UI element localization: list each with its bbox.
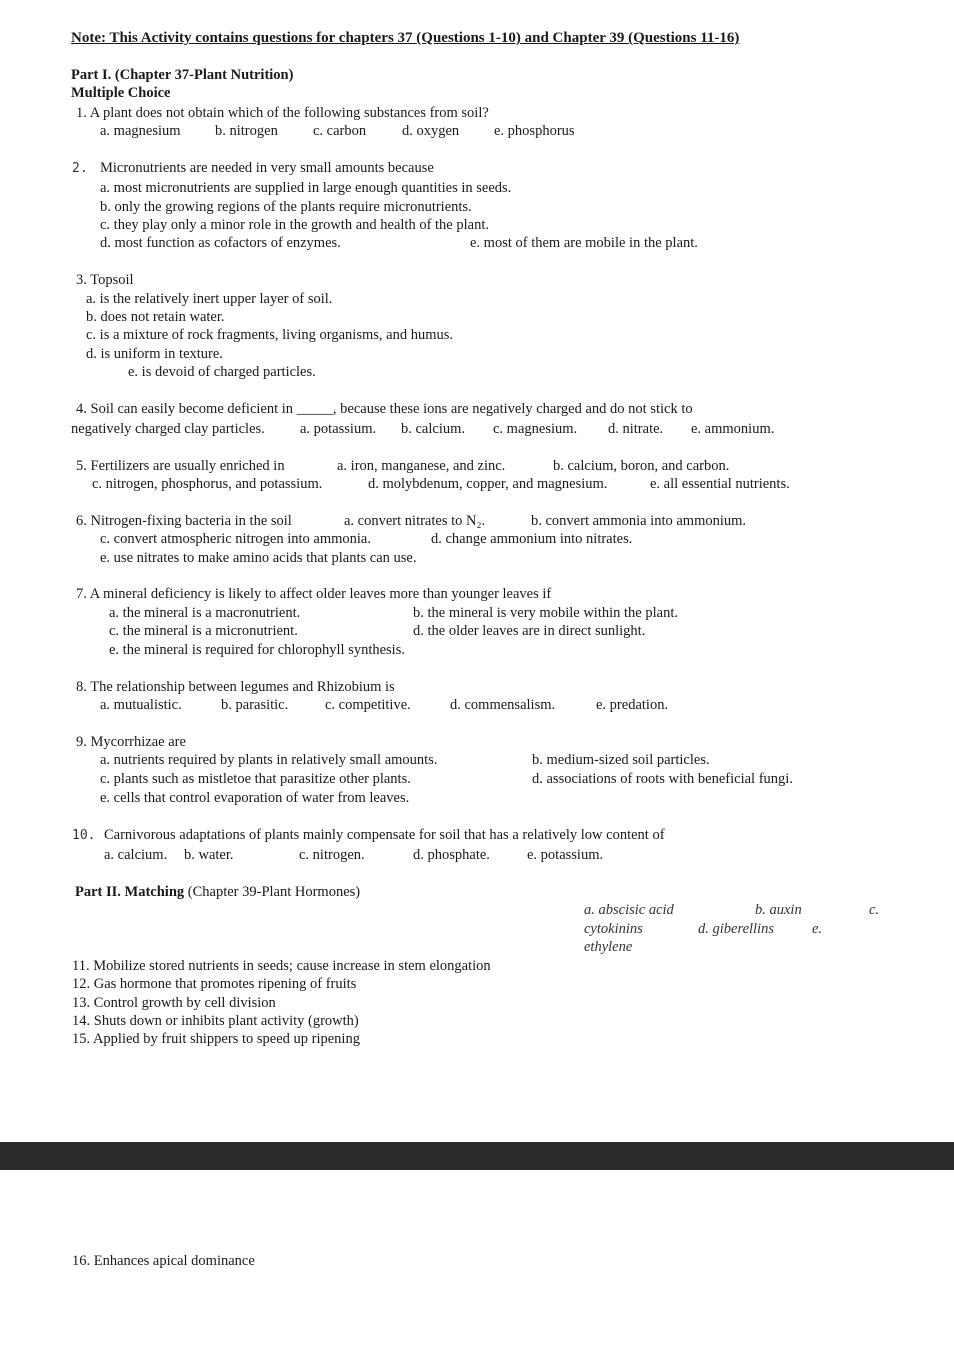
q6-option-e: e. use nitrates to make amino acids that plants can use. (100, 550, 417, 566)
q6-stem: 6. Nitrogen-fixing bacteria in the soil (76, 513, 292, 529)
q2-stem: Micronutrients are needed in very small amounts because (100, 160, 434, 176)
bank-cytokinins: cytokinins (584, 921, 643, 937)
matching-item-14: 14. Shuts down or inhibits plant activity (growth) (72, 1013, 359, 1029)
part2-chapter: (Chapter 39-Plant Hormones) (187, 884, 361, 900)
q4-option-b: b. calcium. (401, 421, 466, 437)
part1-title: Part I. (Chapter 37-Plant Nutrition) (71, 67, 294, 83)
q4-option-a: a. potassium. (300, 421, 377, 437)
q2-option-e: e. most of them are mobile in the plant. (470, 235, 698, 251)
q6-option-a: a. convert nitrates to N₂. (344, 513, 486, 529)
q6-option-b: b. convert ammonia into ammonium. (531, 513, 747, 529)
q8-option-d: d. commensalism. (450, 697, 556, 713)
bank-ethylene: ethylene (584, 939, 633, 955)
q2-option-c: c. they play only a minor role in the growth and health of the plant. (100, 217, 489, 233)
q1-option-b: b. nitrogen (215, 123, 278, 139)
q10-option-a: a. calcium. (104, 847, 168, 863)
bank-e-letter: e. (812, 921, 823, 937)
q7-option-e: e. the mineral is required for chlorophyll synthesis. (109, 642, 405, 658)
matching-item-11: 11. Mobilize stored nutrients in seeds; cause increase in stem elongation (72, 958, 491, 974)
part2-header (75, 885, 360, 900)
q8-option-b: b. parasitic. (221, 697, 289, 713)
part1-subtitle: Multiple Choice (71, 85, 171, 101)
bank-c-letter: c. (869, 902, 880, 918)
q8-stem: 8. The relationship between legumes and Rhizobium is (76, 679, 395, 695)
q9-stem: 9. Mycorrhizae are (76, 734, 186, 750)
q4-option-c: c. magnesium. (493, 421, 578, 437)
q5-stem: 5. Fertilizers are usually enriched in (76, 458, 285, 474)
q8-option-e: e. predation. (596, 697, 669, 713)
activity-note: Note: This Activity contains questions for chapters 37 (Questions 1-10) and Chapter 39 (Questions 11-16) (71, 30, 740, 46)
q9-option-b: b. medium-sized soil particles. (532, 752, 710, 768)
q5-option-a: a. iron, manganese, and zinc. (337, 458, 506, 474)
q4-stem-continued: negatively charged clay particles. (71, 421, 265, 437)
q1-option-e: e. phosphorus (494, 123, 575, 139)
q3-option-d: d. is uniform in texture. (86, 346, 223, 362)
q7-option-a: a. the mineral is a macronutrient. (109, 605, 301, 621)
q3-option-b: b. does not retain water. (86, 309, 225, 325)
q3-option-c: c. is a mixture of rock fragments, living organisms, and humus. (86, 327, 454, 343)
q1-option-c: c. carbon (313, 123, 367, 139)
q2-option-b: b. only the growing regions of the plants require micronutrients. (100, 199, 472, 215)
q5-option-d: d. molybdenum, copper, and magnesium. (368, 476, 608, 492)
q2-option-a: a. most micronutrients are supplied in large enough quantities in seeds. (100, 180, 512, 196)
q6-option-d: d. change ammonium into nitrates. (431, 531, 633, 547)
q10-option-b: b. water. (184, 847, 234, 863)
matching-item-13: 13. Control growth by cell division (72, 995, 276, 1011)
q3-option-e: e. is devoid of charged particles. (128, 364, 316, 380)
q10-option-c: c. nitrogen. (299, 847, 365, 863)
q7-stem: 7. A mineral deficiency is likely to affect older leaves more than younger leaves if (76, 586, 552, 602)
q4-option-e: e. ammonium. (691, 421, 775, 437)
part2-title: Part II. Matching (75, 884, 185, 900)
q10-number: 10. (72, 828, 96, 843)
q7-option-d: d. the older leaves are in direct sunlight. (413, 623, 646, 639)
q5-option-b: b. calcium, boron, and carbon. (553, 458, 730, 474)
q5-option-e: e. all essential nutrients. (650, 476, 790, 492)
matching-item-16: 16. Enhances apical dominance (72, 1253, 255, 1269)
q2-option-d: d. most function as cofactors of enzymes. (100, 235, 341, 251)
q4-option-d: d. nitrate. (608, 421, 664, 437)
q1-stem: 1. A plant does not obtain which of the following substances from soil? (76, 105, 489, 121)
q9-option-a: a. nutrients required by plants in relatively small amounts. (100, 752, 438, 768)
page-break-bar (0, 1142, 954, 1170)
bank-giberellins: d. giberellins (698, 921, 774, 937)
matching-item-12: 12. Gas hormone that promotes ripening of fruits (72, 976, 357, 992)
q7-option-b: b. the mineral is very mobile within the plant. (413, 605, 678, 621)
q8-option-c: c. competitive. (325, 697, 411, 713)
q1-option-a: a. magnesium (100, 123, 181, 139)
q9-option-d: d. associations of roots with beneficial fungi. (532, 771, 793, 787)
q6-option-c: c. convert atmospheric nitrogen into ammonia. (100, 531, 371, 547)
q4-stem: 4. Soil can easily become deficient in _____, because these ions are negatively charged and do not stick to (76, 401, 693, 417)
matching-item-15: 15. Applied by fruit shippers to speed up ripening (72, 1031, 360, 1047)
bank-abscisic-acid: a. abscisic acid (584, 902, 674, 918)
q7-option-c: c. the mineral is a micronutrient. (109, 623, 298, 639)
q9-option-c: c. plants such as mistletoe that parasitize other plants. (100, 771, 411, 787)
q9-option-e: e. cells that control evaporation of water from leaves. (100, 790, 410, 806)
q1-option-d: d. oxygen (402, 123, 460, 139)
q3-stem: 3. Topsoil (76, 272, 134, 288)
q5-option-c: c. nitrogen, phosphorus, and potassium. (92, 476, 323, 492)
q10-option-e: e. potassium. (527, 847, 604, 863)
q3-option-a: a. is the relatively inert upper layer of soil. (86, 291, 333, 307)
q10-option-d: d. phosphate. (413, 847, 490, 863)
q10-stem: Carnivorous adaptations of plants mainly compensate for soil that has a relatively low content of (104, 827, 665, 843)
bank-auxin: b. auxin (755, 902, 802, 918)
q8-option-a: a. mutualistic. (100, 697, 182, 713)
q2-number: 2. (72, 161, 88, 176)
